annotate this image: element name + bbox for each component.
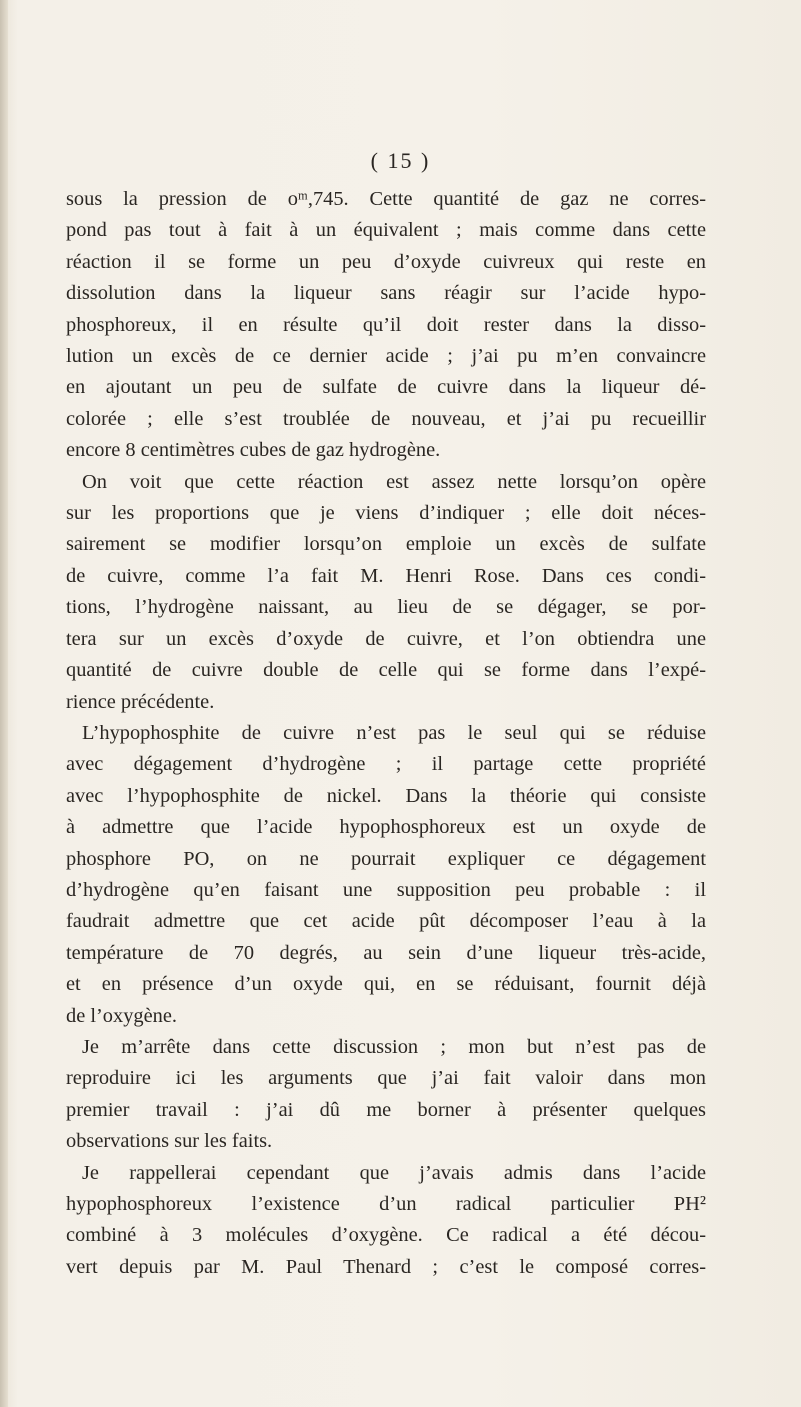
text-line: encore 8 centimètres cubes de gaz hydrogène.	[66, 439, 441, 462]
text-line: rience précédente.	[66, 690, 215, 713]
text-line: faudrait admettre que cet acide pût décomposer l’eau à la	[66, 910, 706, 933]
text-line: phosphoreux, il en résulte qu’il doit rester dans la disso-	[66, 313, 706, 336]
text-line: de l’oxygène.	[66, 1004, 177, 1027]
page-gutter	[0, 0, 8, 1407]
text-line: réaction il se forme un peu d’oxyde cuivreux qui reste en	[66, 250, 706, 273]
text-line: Je rappellerai cependant que j’avais admis dans l’acide	[82, 1161, 706, 1184]
text-line: hypophosphoreux l’existence d’un radical particulier PH²	[66, 1193, 706, 1215]
text-line: reproduire ici les arguments que j’ai fait valoir dans mon	[66, 1067, 706, 1090]
text-line: combiné à 3 molécules d’oxygène. Ce radical a été décou-	[66, 1224, 706, 1247]
text-line: colorée ; elle s’est troublée de nouveau, et j’ai pu recueillir	[66, 407, 706, 430]
text-line: en ajoutant un peu de sulfate de cuivre dans la liqueur dé-	[66, 376, 706, 399]
body-text	[66, 184, 706, 1283]
text-line: température de 70 degrés, au sein d’une liqueur très-acide,	[66, 941, 706, 964]
text-line: d’hydrogène qu’en faisant une supposition peu probable : il	[66, 878, 706, 901]
text-line: sairement se modifier lorsqu’on emploie un excès de sulfate	[66, 533, 706, 556]
text-line: quantité de cuivre double de celle qui se forme dans l’expé-	[66, 659, 706, 682]
text-line: L’hypophosphite de cuivre n’est pas le seul qui se réduise	[82, 721, 706, 744]
page-number: ( 15 )	[370, 148, 431, 173]
text-line: dissolution dans la liqueur sans réagir sur l’acide hypo-	[66, 282, 706, 305]
text-line: tions, l’hydrogène naissant, au lieu de se dégager, se por-	[66, 596, 706, 619]
text-line: sous la pression de oᵐ,745. Cette quantité de gaz ne corres-	[66, 188, 706, 210]
text-line: premier travail : j’ai dû me borner à présenter quelques	[66, 1098, 706, 1121]
text-line: observations sur les faits.	[66, 1130, 273, 1153]
text-line: Je m’arrête dans cette discussion ; mon but n’est pas de	[82, 1035, 706, 1058]
text-line: sur les proportions que je viens d’indiquer ; elle doit néces-	[66, 502, 706, 525]
text-line: phosphore PO, on ne pourrait expliquer ce dégagement	[66, 847, 706, 870]
text-line: avec l’hypophosphite de nickel. Dans la théorie qui consiste	[66, 784, 706, 807]
text-line: pond pas tout à fait à un équivalent ; mais comme dans cette	[66, 219, 706, 242]
text-line: avec dégagement d’hydrogène ; il partage cette propriété	[66, 753, 706, 776]
text-line: de cuivre, comme l’a fait M. Henri Rose. Dans ces condi-	[66, 564, 706, 587]
text-line: à admettre que l’acide hypophosphoreux est un oxyde de	[66, 816, 706, 839]
text-line: vert depuis par M. Paul Thenard ; c’est le composé corres-	[66, 1255, 706, 1278]
text-line: tera sur un excès d’oxyde de cuivre, et l’on obtiendra une	[66, 627, 706, 650]
text-line: et en présence d’un oxyde qui, en se réduisant, fournit déjà	[66, 973, 706, 996]
text-line: On voit que cette réaction est assez nette lorsqu’on opère	[82, 470, 706, 493]
text-line: lution un excès de ce dernier acide ; j’ai pu m’en convaincre	[66, 345, 706, 368]
